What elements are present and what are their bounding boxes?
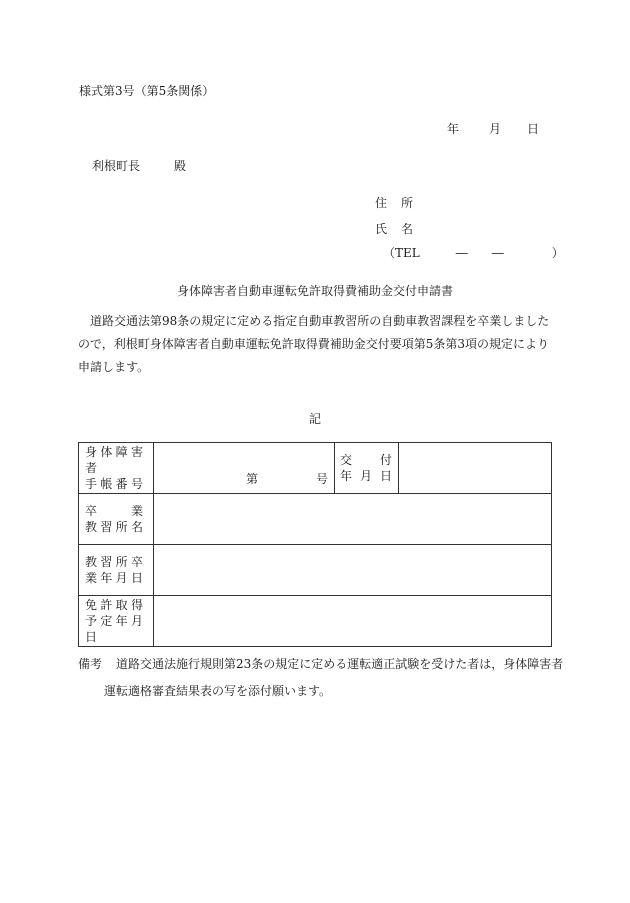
table-row [79, 545, 552, 596]
graduation-date-label: 教習所卒 業年月日 [79, 545, 154, 596]
application-table [78, 442, 552, 647]
table-row [79, 494, 552, 545]
note-kind: 備考 [78, 657, 103, 671]
table-row [79, 443, 552, 494]
date-day: 日 [527, 122, 540, 136]
issue-date-label: 交付 年月日 [335, 443, 399, 494]
handbook-number-label: 身体障害者 手帳番号 [79, 443, 154, 494]
school-name-label: 卒業 教習所名 [79, 494, 154, 545]
document-title: 身体障害者自動車運転免許取得費補助金交付申請書 [176, 284, 453, 298]
date-month: 月 [489, 122, 502, 136]
address-label: 住 所 [375, 196, 414, 210]
name-label: 氏 名 [375, 222, 414, 236]
handbook-number-field[interactable] [154, 443, 335, 494]
license-date-label: 免許取得 予定年月日 [79, 596, 154, 647]
date-line [447, 120, 539, 137]
ki-heading: 記 [308, 412, 321, 426]
school-name-field[interactable] [154, 494, 552, 545]
number-prefix: 第 [246, 472, 259, 486]
body-text: 道路交通法第98条の規定に定める指定自動車教習所の自動車教習課程を卒業しましたので，利根町身体障害者自動車運転免許取得費補助金交付要項第5条第3項の規定により申請します。 [78, 314, 550, 374]
license-date-field[interactable] [154, 596, 552, 647]
addressee-honorific: 殿 [174, 159, 187, 173]
date-year: 年 [447, 122, 460, 136]
number-suffix: 号 [315, 472, 328, 486]
note-line-1: 備考 道路交通法施行規則第23条の規定に定める運転適正試験を受けた者は，身体障害者 [78, 657, 564, 671]
form-number: 様式第3号（第5条関係） [79, 84, 215, 98]
issue-date-field[interactable] [399, 443, 552, 494]
note-line-2: 運転適格審査結果表の写を添付願います。 [104, 684, 332, 698]
table-row [79, 596, 552, 647]
tel-line: （TEL ― ― ） [383, 246, 564, 260]
addressee-name: 利根町長 [92, 159, 141, 173]
graduation-date-field[interactable] [154, 545, 552, 596]
addressee [92, 157, 186, 174]
